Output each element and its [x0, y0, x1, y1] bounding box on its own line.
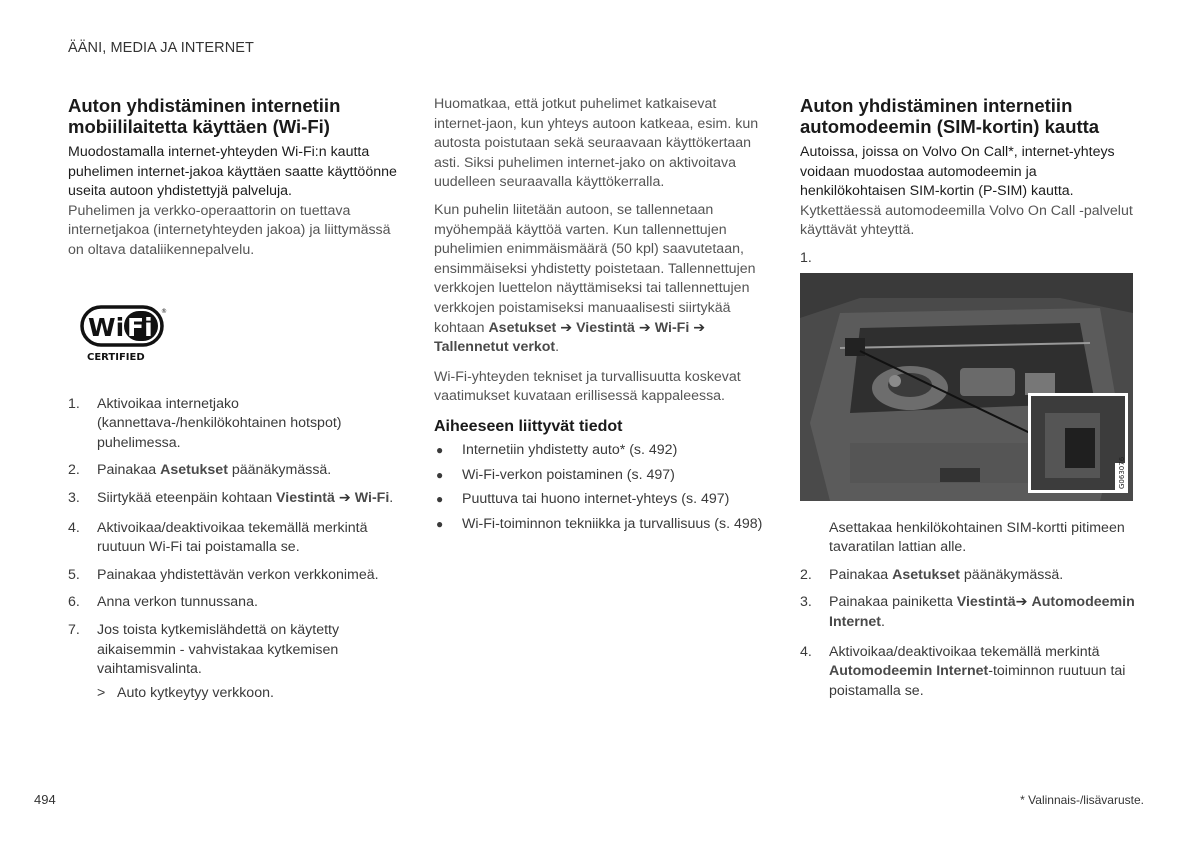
related-link[interactable]: ● Internetiin yhdistetty auto* (s. 492)	[434, 441, 764, 461]
middle-column	[434, 95, 764, 539]
arrow-right-icon: ➔	[338, 489, 351, 506]
svg-text:CERTIFIED: CERTIFIED	[87, 351, 145, 363]
page-number: 494	[34, 792, 56, 807]
list-item: 4. Aktivoikaa/deaktivoikaa tekemällä merkintä Automodeemin Internet-toiminnon ruutuun tai poistamalla se.	[800, 643, 1126, 699]
list-item: 1. Aktivoikaa internetjako (kannettava-/henkilökohtainen hotspot) puhelimessa.	[68, 395, 342, 451]
paragraph: Wi-Fi-yhteyden tekniset ja turvallisuutta koskevat vaatimukset kuvataan erillisessä kappaleessa.	[434, 368, 741, 405]
svg-text:Wi: Wi	[88, 312, 125, 342]
related-link[interactable]: ● Wi-Fi-verkon poistaminen (s. 497)	[434, 466, 764, 486]
list-item: 4. Aktivoikaa/deaktivoikaa tekemällä merkintä ruutuun Wi-Fi tai poistamalla se.	[68, 519, 368, 556]
list-item: 7. Jos toista kytkemislähdettä on käytetty aikaisemmin - vahvistakaa kytkemisen vaihtamisvalinta. > Auto kytkeytyy verkkoon.	[68, 621, 398, 703]
intro-text: Autoissa, joissa on Volvo On Call*, internet-yhteys voidaan muodostaa automodeemin ja henkilökohtaisen SIM-kortin (P-SIM) kautta.	[800, 144, 1115, 200]
bullet-icon: ●	[436, 467, 444, 482]
modem-steps-list	[800, 519, 1135, 702]
step-result: > Auto kytkeytyy verkkoon.	[97, 684, 274, 701]
section-heading-wifi: Auton yhdistäminen internetiin mobiililaitetta käyttäen (Wi-Fi)	[68, 95, 341, 137]
running-header: ÄÄNI, MEDIA JA INTERNET	[68, 40, 254, 56]
step-number: 1.	[800, 249, 812, 266]
trunk-photo-illustration	[800, 273, 1133, 501]
arrow-right-icon: ➔	[1015, 594, 1028, 611]
arrow-right-icon: ➔	[693, 319, 706, 336]
related-links-list	[434, 441, 764, 534]
list-item: 5. Painakaa yhdistettävän verkon verkkonimeä.	[68, 566, 379, 583]
list-item: 2. Painakaa Asetukset päänäkymässä.	[800, 566, 1064, 583]
related-heading: Aiheeseen liittyvät tiedot	[434, 417, 623, 435]
volvo-on-call-note: Kytkettäessä automodeemilla Volvo On Call -palvelut käyttävät yhteyttä.	[800, 202, 1133, 239]
intro-text: Muodostamalla internet-yhteyden Wi-Fi:n kautta puhelimen internet-jakoa käyttäen saatte käyttöönne useita autoon yhdistettyjä palveluja.	[68, 144, 397, 200]
requirement-note: Puhelimen ja verkko-operaattorin on tuettava internetjakoa (internetyhteyden jakoa) ja liittymässä on oltava dataliikennepalvelu.	[68, 202, 391, 258]
arrow-right-icon: ➔	[560, 319, 573, 336]
paragraph: Kun puhelin liitetään autoon, se tallennetaan myöhempää käyttöä varten. Kun tallennettujen puhelimien enimmäismäärä (50 kpl) saavutetaan, ensimmäiseksi yhdistetty poistetaan. Tallennettujen verkkojen luettelon näyttämiseksi tai tallennettujen verkkojen poistamiseksi manuaalisesti siirtykää kohtaan Asetukset ➔ Viestintä ➔ Wi-Fi ➔ Tallennetut verkot.	[434, 201, 756, 356]
trunk-sim-holder-image	[800, 273, 1133, 501]
list-item: Asettakaa henkilökohtainen SIM-kortti pitimeen tavaratilan lattian alle.	[829, 519, 1125, 556]
right-column	[800, 95, 1135, 709]
list-item: 3. Painakaa painiketta Viestintä➔ Automodeemin Internet.	[800, 594, 1135, 630]
svg-text:Fi: Fi	[127, 312, 153, 342]
wifi-logo-icon	[80, 305, 170, 367]
wifi-certified-logo	[80, 305, 170, 365]
arrow-right-icon: ➔	[638, 319, 651, 336]
list-item: 3. Siirtykää eteenpäin kohtaan Viestintä ➔ Wi-Fi.	[68, 489, 394, 506]
related-link[interactable]: ● Wi-Fi-toiminnon tekniikka ja turvallisuus (s. 498)	[434, 515, 764, 535]
image-code-label: G063076	[1118, 456, 1126, 489]
bullet-icon: ●	[436, 442, 444, 457]
section-heading-modem: Auton yhdistäminen internetiin automodeemin (SIM-kortin) kautta	[800, 95, 1100, 137]
svg-text:®: ®	[161, 307, 167, 315]
bullet-icon: ●	[436, 492, 444, 507]
related-link[interactable]: ● Puuttuva tai huono internet-yhteys (s. 497)	[434, 490, 764, 510]
bullet-icon: ●	[436, 516, 444, 531]
list-item: 2. Painakaa Asetukset päänäkymässä.	[68, 462, 332, 479]
list-item: 6. Anna verkon tunnussana.	[68, 594, 258, 611]
footnote: * Valinnais-/lisävaruste.	[1020, 793, 1144, 807]
paragraph: Huomatkaa, että jotkut puhelimet katkaisevat internet-jaon, kun yhteys autoon katkeaa, esim. kun autosta poistutaan sekä seuraavaan käyttökertaan asti. Siksi puhelimen internet-jako on aktivoitava uudelleen seuraavalla käyttökerralla.	[434, 96, 759, 191]
wifi-steps-list	[68, 395, 398, 704]
left-column	[68, 95, 398, 711]
